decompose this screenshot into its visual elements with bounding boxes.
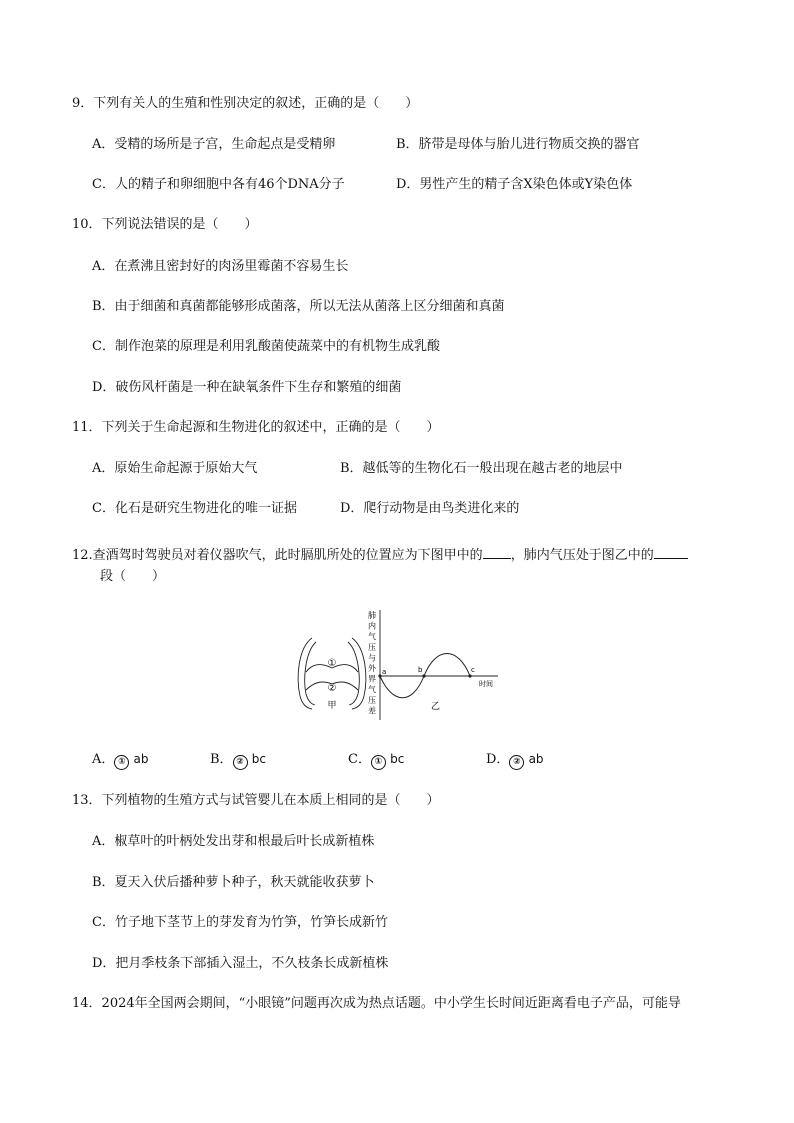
question-12-stem-part1: 12.查酒驾时驾驶员对着仪器吹气，此时膈肌所处的位置应为下图甲中的 [72,548,483,563]
circled-number: ② [509,755,524,770]
x-axis-label: 时间 [479,680,493,688]
y-axis-label-char: 气 [368,632,376,642]
point-b-marker [422,674,425,677]
point-c-marker [468,674,471,677]
question-12-option-d [486,750,544,770]
y-axis-label-char: 肺 [368,611,376,620]
y-axis-label-char: 差 [368,706,376,716]
y-axis-label [368,610,377,715]
question-11-stem: 11．下列关于生命起源和生物进化的叙述中，正确的是（ ） [72,420,440,435]
diagram-label-yi: 乙 [431,702,441,712]
y-axis-label-char: 界 [368,674,376,684]
question-10-option-d: D．破伤风杆菌是一种在缺氧条件下生存和繁殖的细菌 [92,380,402,395]
question-13-option-b: B．夏天入伏后播种萝卜种子，秋天就能收获萝卜 [92,875,375,890]
option-letter: C． [348,752,371,767]
question-14-stem: 14．2024年全国两会期间，“小眼镜”问题再次成为热点话题。中小学生长时间近距离看电子产品，可能导 [72,996,681,1011]
question-11-option-d: D．爬行动物是由鸟类进化来的 [340,501,520,516]
question-10-option-c: C．制作泡菜的原理是利用乳酸菌使蔬菜中的有机物生成乳酸 [92,339,440,354]
diagram-jia [298,638,366,711]
question-9-option-b: B．脐带是母体与胎儿进行物质交换的器官 [396,137,640,152]
question-9-option-d: D．男性产生的精子含X染色体或Y染色体 [396,177,633,192]
question-11-option-c: C．化石是研究生物进化的唯一证据 [92,501,297,516]
respiration-diagram [290,608,510,738]
option-letter: B． [210,752,233,767]
y-axis-label-char: 与 [368,653,376,663]
question-10-option-b: B．由于细菌和真菌都能够形成菌落，所以无法从菌落上区分细菌和真菌 [92,299,505,314]
question-12-option-c [348,750,404,770]
question-12-option-b [210,750,266,770]
option-letter: A． [92,752,115,767]
point-c-label: c [471,666,475,674]
question-13-option-a: A．椒草叶的叶柄处发出芽和根最后叶长成新植株 [92,834,375,849]
question-10-option-a: A．在煮沸且密封好的肉汤里霉菌不容易生长 [92,259,349,274]
question-9-option-a: A．受精的场所是子宫，生命起点是受精卵 [92,137,336,152]
question-12-option-a [92,750,149,770]
question-10-stem: 10．下列说法错误的是（ ） [72,217,258,232]
diagram-label-1: ① [327,658,337,669]
y-axis-label-char: 内 [368,621,376,631]
option-text: bc [251,752,266,766]
point-a-label: a [382,668,387,676]
answer-blank [654,545,688,559]
right-rib-inner [348,642,359,705]
question-13-option-c: C．竹子地下茎节上的芽发育为竹笋，竹笋长成新竹 [92,915,388,930]
question-12-stem-part2: ，肺内气压处于图乙中的 [510,548,654,563]
option-text: bc [390,752,405,766]
point-b-label: b [418,666,423,674]
diagram-label-2: ② [327,683,337,694]
y-axis-label-char: 压 [368,695,376,705]
left-rib-inner [305,642,316,705]
circled-number: ② [233,755,248,770]
answer-blank [483,545,511,559]
question-11-option-b: B．越低等的生物化石一般出现在越古老的地层中 [340,461,623,476]
question-13-option-d: D．把月季枝条下部插入湿土，不久枝条长成新植株 [92,956,389,971]
question-11-option-a: A．原始生命起源于原始大气 [92,461,258,476]
y-axis-label-char: 压 [368,642,376,652]
y-axis-label-char: 外 [368,664,376,673]
respiration-figure [290,608,510,738]
question-9-stem: 9．下列有关人的生殖和性别决定的叙述，正确的是（ ） [72,96,419,111]
circled-number: ① [371,755,386,770]
option-text: ab [528,752,544,766]
diagram-yi [368,610,498,720]
question-13-stem: 13．下列植物的生殖方式与试管婴儿在本质上相同的是（ ） [72,793,440,808]
option-text: ab [133,752,149,766]
question-9-option-c: C．人的精子和卵细胞中各有46个DNA分子 [92,177,345,192]
question-12-stem [72,545,688,565]
y-axis-label-char: 气 [368,685,376,695]
circled-number: ① [114,755,129,770]
option-letter: D． [486,752,510,767]
question-12-stem-line2: 段（ ） [100,569,166,584]
diagram-label-jia: 甲 [327,701,337,711]
